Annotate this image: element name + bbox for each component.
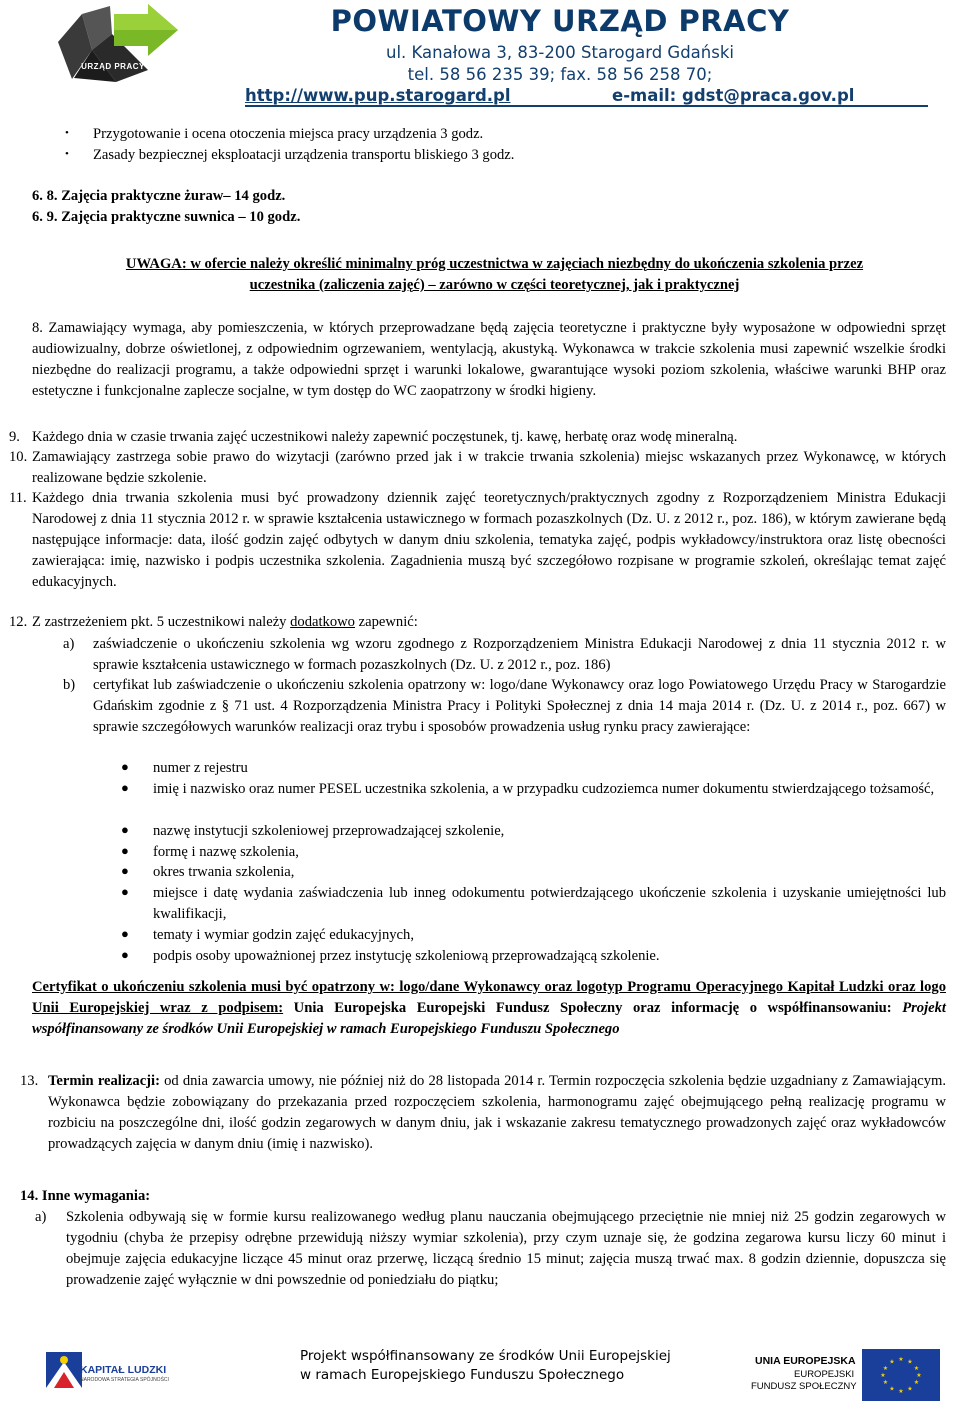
certificate-italic: Projekt współfinansowany ze środków Unii Europejskiej w ramach Europejskiego Funduszu Społecznego [32,1000,946,1037]
bullet-dot: ● [121,843,129,858]
svg-text:★: ★ [880,1372,886,1379]
bullet-dot: ● [121,863,129,878]
item-13 [48,1071,946,1155]
item-12-text-b: zapewnić: [354,614,418,630]
cert-field-7: tematy i wymiar godzin zajęć edukacyjnych, [153,927,414,943]
eu-line-2: EUROPEJSKI [794,1369,855,1380]
website-link[interactable]: http://www.pup.starogard.pl [245,86,511,105]
item-13-label: Termin realizacji: [48,1073,160,1089]
cert-field-6: miejsce i datę wydania zaświadczenia lub inneg odokumentu potwierdzającego ukończenie szkolenia i uzyskanie umiejętności lub kwalifikacji, [153,885,946,922]
svg-text:★: ★ [882,1379,889,1386]
cert-field-1: numer z rejestru [153,760,248,776]
item-12a-label: a) [63,636,75,652]
org-title: POWIATOWY URZĄD PRACY [330,4,790,38]
pup-logo [52,4,182,84]
cert-field-4: formę i nazwę szkolenia, [153,844,299,860]
svg-text:★: ★ [898,1388,904,1395]
item-12b-label: b) [63,677,76,693]
bullet-dot: ● [121,947,129,962]
bullet-dot: • [65,148,69,160]
svg-text:★: ★ [898,1356,904,1363]
item-6-9: 6. 9. Zajęcia praktyczne suwnica – 10 godz. [32,209,301,225]
bullet-dot: ● [121,780,129,795]
svg-text:★: ★ [889,1358,895,1366]
pup-logo-icon [52,4,182,84]
bullet-dot: ● [121,759,129,774]
org-address: ul. Kanałowa 3, 83-200 Starogard Gdański [386,43,734,62]
certificate-underlined: Certyfikat o ukończeniu szkolenia musi być opatrzony w: logo/dane Wykonawcy oraz logotyp Programu Operacyjnego Kapitał Ludzki oraz logo Unii Europejskiej wraz z podpisem: [32,979,946,1016]
org-phone: tel. 58 56 235 39; fax. 58 56 258 70; [407,65,713,84]
footer-line-2: w ramach Europejskiego Funduszu Społecznego [300,1367,625,1383]
svg-text:★: ★ [913,1379,920,1386]
item-12-text-a: Z zastrzeżeniem pkt. 5 uczestnikowi należy [32,614,291,630]
eu-line-1: UNIA EUROPEJSKA [755,1355,856,1367]
svg-text:★: ★ [889,1385,895,1393]
eu-line-3: FUNDUSZ SPOŁECZNY [751,1381,857,1392]
svg-text:★: ★ [916,1372,922,1379]
item-6-8: 6. 8. Zajęcia praktyczne żuraw– 14 godz. [32,188,286,204]
item-10: Zamawiający zastrzega sobie prawo do wizytacji (zarówno przed jak i w trakcie trwania szkolenia) miejsc wskazanych przez Wykonawcę, w których realizowane będzie szkolenie. [32,449,946,486]
certificate-plain: Unia Europejska Europejski Fundusz Społeczny oraz informację o współfinansowaniu: [283,1000,903,1016]
item-11: Każdego dnia trwania szkolenia musi być prowadzony dziennik zajęć teoretycznych/praktycznych zgodny z Rozporządzeniem Ministra Edukacji Narodowej z dnia 11 stycznia 2012 r. w sprawie kształcenia ustawicznego w formach pozaszkolnych (Dz. U. z 2012 r., poz. 186), w którym zawierane będą następujące informacje: data, ilość godzin zajęć odbytych w danym dniu szkolenia, tematyka zajęć, podpis wykładowcy/instruktora oraz listę obecności zawierająca: imię, nazwisko i podpis uczestnika szkolenia. Zagadnienia muszą być szczegółowo rozpisane w programie szkoleń, określając temat zajęć edukacyjnych. [32,490,946,590]
cert-field-3: nazwę instytucji szkoleniowej przeprowadzającej szkolenie, [153,823,505,839]
cert-field-5: okres trwania szkolenia, [153,864,295,880]
item-13-text: od dnia zawarcia umowy, nie później niż do 28 listopada 2014 r. Termin rozpoczęcia szkolenia będzie uzgadniany z Zamawiającym. Wykonawca będzie zobowiązany do przekazania przed rozpoczęciem szkolenia, harmonogramu zajęć obejmującego pełną realizację programu w rozbiciu na poszczególne dni, ilość godzin zegarowych w danym dniu, jak i wskazanie zakresu tematycznego prowadzonych zajęć oraz wykładowców prowadzących zajęcia w danym dniu (imię i nazwisko). [48,1073,946,1152]
item-14a-label: a) [35,1209,47,1225]
intro-bullet-2: Zasady bezpiecznej eksploatacji urządzenia transportu bliskiego 3 godz. [93,147,515,163]
bullet-dot: ● [121,822,129,837]
uwaga-note-line2: uczestnika (zaliczenia zajęć) – zarówno w części teoretycznej, jak i praktycznej [249,277,740,293]
svg-text:★: ★ [913,1365,920,1372]
intro-bullet-1: Przygotowanie i ocena otoczenia miejsca pracy urządzenia 3 godz. [93,126,484,142]
svg-text:★: ★ [907,1358,913,1366]
bullet-dot: ● [121,926,129,941]
svg-text:★: ★ [882,1365,889,1372]
cert-field-2: imię i nazwisko oraz numer PESEL uczestnika szkolenia, a w przypadku cudzoziemca numer dokumentu stwierdzającego tożsamość, [153,781,935,797]
item-13-number: 13. [20,1073,39,1089]
kl-title: KAPITAŁ LUDZKI [80,1364,167,1376]
letterhead [0,0,960,106]
email-link[interactable]: e-mail: gdst@praca.gov.pl [612,86,855,105]
uwaga-note-line1: UWAGA: w ofercie należy określić minimalny próg uczestnictwa w zajęciach niezbędny do ukończenia szkolenia przez [125,256,864,272]
bullet-dot: • [65,127,69,139]
kl-subtitle: NARODOWA STRATEGIA SPÓJNOŚCI [80,1377,169,1383]
footer-line-1: Projekt współfinansowany ze środków Unii Europejskiej [300,1348,671,1364]
pup-logo-text: URZĄD PRACY [81,62,145,71]
item-12 [32,612,946,633]
svg-text:★: ★ [907,1385,913,1393]
kapital-ludzki-icon [44,1350,84,1390]
item-9: Każdego dnia w czasie trwania zajęć uczestnikowi należy zapewnić poczęstunek, tj. kawę, herbatę oraz wodę mineralną. [32,429,738,445]
item-8: 8. Zamawiający wymaga, aby pomieszczenia, w których przeprowadzane będą zajęcia teoretyczne i praktyczne były wyposażone w odpowiedni sprzęt audiowizualny, dobrze oświetlonej, z odpowiednim ogrzewaniem, wentylacją, akustyką. Wykonawca w trakcie szkolenia musi zapewnić wszelkie środki niezbędne do realizacji programu, a także odpowiedni sprzęt i warunki lokalowe, gwarantujące wysoki poziom szkolenia, właściwe warunki BHP oraz estetyczne i funkcjonalne zaplecze socjalne, w tym dostęp do WC zaopatrzony w środki higieny. [32,320,946,399]
item-14a: Szkolenia odbywają się w formie kursu realizowanego według planu nauczania obejmującego przeciętnie nie mniej niż 25 godzin zegarowych w tygodniu (chyba że przepisy odrębne przewidują niższy wymiar szkolenia), przy czym uznaje się, że godzina zegarowa kursu liczy 60 minut i obejmuje zajęcia edukacyjne liczące 45 minut oraz przerwę, liczącą średnio 15 minut; zajęcia muszą trwać max. 8 godzin dziennie, dopuszcza się prowadzenie zajęć wyłącznie w dni powszednie od poniedziału do piątku; [66,1209,946,1288]
item-12-underlined: dodatkowo [290,614,355,630]
item-12-number: 12. [9,614,28,630]
footer-cofinancing [300,1347,700,1385]
item-14-heading: 14. Inne wymagania: [20,1188,151,1204]
certificate-requirements [32,977,946,1040]
cert-field-8: podpis osoby upoważnionej przez instytucję szkoleniową przeprowadzającą szkolenie. [153,948,660,964]
bullet-dot: ● [121,884,129,899]
item-12b: certyfikat lub zaświadczenie o ukończeniu szkolenia opatrzony w: logo/dane Wykonawcy oraz logo Powiatowego Urzędu Pracy w Starogardzie Gdańskim zgodnie z § 71 ust. 4 Rozporządzenia Ministra Pracy i Polityki Społecznej z dnia 14 maja 2014 r. (Dz. U. z 2014 r., poz. 667) w sprawie szczegółowych warunków realizacji oraz trybu i sposobów prowadzenia usług rynku pracy zawierające: [93,677,946,735]
item-10-number: 10. [9,449,28,465]
item-9-number: 9. [9,429,20,445]
contact-line [245,86,928,107]
item-12a: zaświadczenie o ukończeniu szkolenia wg wzoru zgodnego z Rozporządzeniem Ministra Edukacji Narodowej z dnia 11 stycznia 2012 r. w sprawie kształcenia ustawicznego w formach pozaszkolnych (Dz. U. z 2012 r., poz. 186) [93,636,946,673]
item-11-number: 11. [9,490,27,506]
eu-flag-icon [862,1349,940,1401]
